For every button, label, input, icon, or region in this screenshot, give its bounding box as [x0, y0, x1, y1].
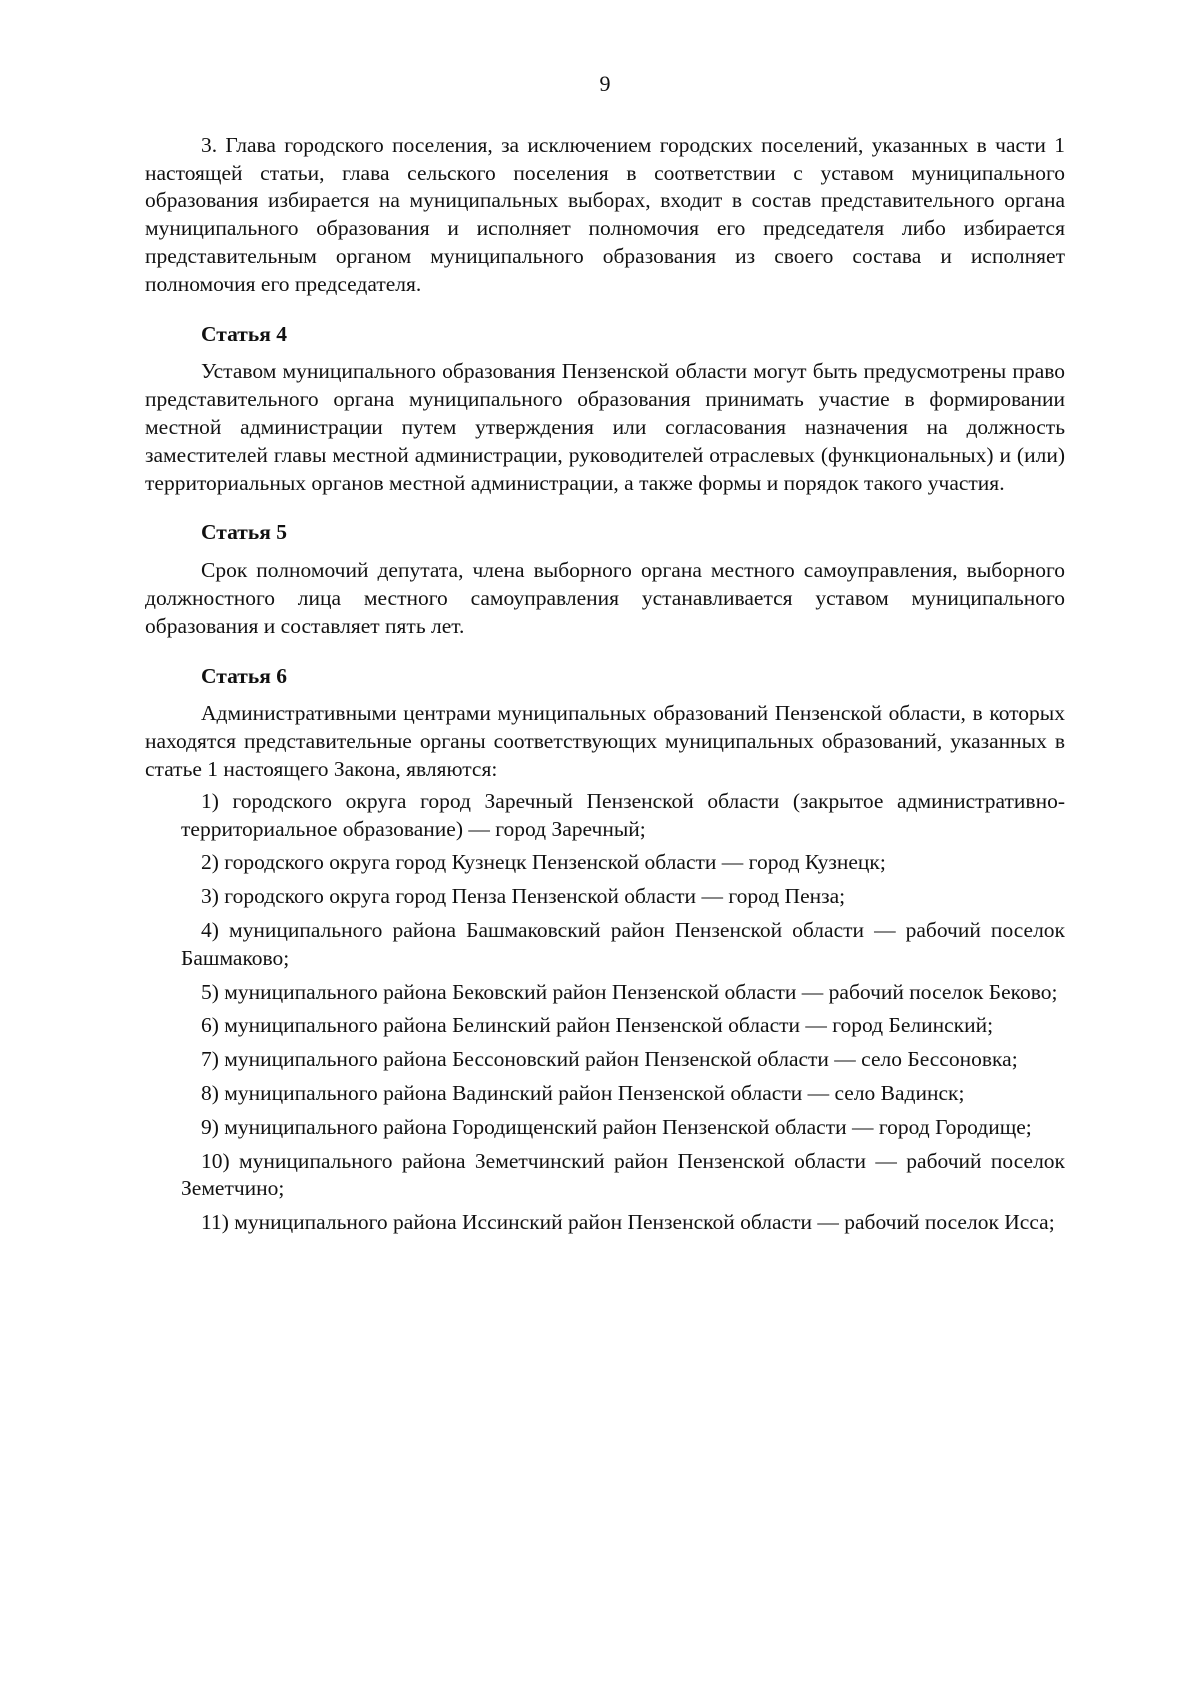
article-5-title: Статья 5	[201, 520, 287, 545]
list-item: 4) муниципального района Башмаковский район Пензенской области — рабочий поселок Башмаково;	[181, 917, 1065, 970]
list-item: 7) муниципального района Бессоновский район Пензенской области — село Бессоновка;	[201, 1047, 1018, 1072]
list-item: 3) городского округа город Пенза Пензенской области — город Пенза;	[201, 884, 846, 909]
list-item: 5) муниципального района Бековский район Пензенской области — рабочий поселок Беково;	[201, 979, 1058, 1004]
paragraph-3: 3. Глава городского поселения, за исключением городских поселений, указанных в части 1 настоящей статьи, глава сельского поселения в соответствии с уставом муниципального образования избирается на муниципальных выборах, входит в состав представительного органа муниципального образования и исполняет полномочия его председателя либо избирается представительным органом муниципального образования из своего состава и исполняет полномочия его председателя.	[145, 132, 1065, 296]
article-6-text: Административными центрами муниципальных образований Пензенской области, в которых находятся представительные органы соответствующих муниципальных образований, указанных в статье 1 настоящего Закона, являются:	[145, 701, 1065, 781]
list-item: 9) муниципального района Городищенский район Пензенской области — город Городище;	[201, 1114, 1032, 1139]
list-item: 8) муниципального района Вадинский район Пензенской области — село Вадинск;	[201, 1080, 965, 1105]
article-4-text: Уставом муниципального образования Пензенской области могут быть предусмотрены право представительного органа муниципального образования принимать участие в формировании местной администрации путем утверждения или согласования назначения на должность заместителей главы местной администрации, руководителей отраслевых (функциональных) и (или) территориальных органов местной администрации, а также формы и порядок такого участия.	[145, 359, 1065, 495]
article-6-title: Статья 6	[201, 663, 287, 688]
article-6-list	[181, 788, 1065, 1237]
list-item: 10) муниципального района Земетчинский район Пензенской области — рабочий поселок Земетчино;	[181, 1148, 1065, 1201]
list-item: 1) городского округа город Заречный Пензенской области (закрытое административно-территориальное образование) — город Заречный;	[181, 788, 1065, 841]
article-5-text: Срок полномочий депутата, члена выборного органа местного самоуправления, выборного должностного лица местного самоуправления устанавливается уставом муниципального образования и составляет пять лет.	[145, 558, 1065, 638]
list-item: 6) муниципального района Белинский район Пензенской области — город Белинский;	[201, 1013, 994, 1038]
document-page	[145, 70, 1065, 1243]
list-item: 2) городского округа город Кузнецк Пензенской области — город Кузнецк;	[201, 850, 886, 875]
page-number: 9	[599, 71, 611, 96]
list-item: 11) муниципального района Иссинский район Пензенской области — рабочий поселок Исса;	[201, 1210, 1055, 1235]
article-4-title: Статья 4	[201, 321, 287, 346]
